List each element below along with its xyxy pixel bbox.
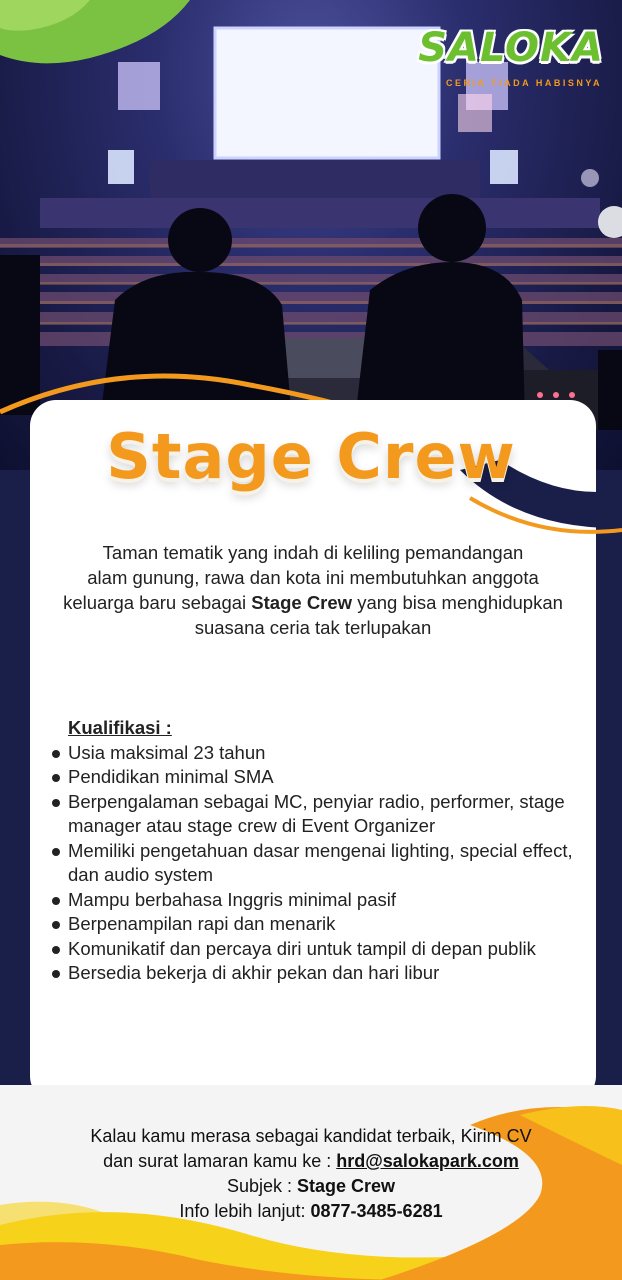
intro-line: suasana ceria tak terlupakan [194, 617, 432, 638]
logo-tagline: CERIA TIADA HABISNYA [445, 78, 602, 88]
footer-line: Info lebih lanjut: 0877-3485-6281 [179, 1201, 443, 1221]
footer-line: dan surat lamaran kamu ke : hrd@salokapark.com [103, 1151, 519, 1171]
qualification-item: Memiliki pengetahuan dasar mengenai lighting, special effect, dan audio system [48, 839, 588, 888]
phone-number[interactable]: 0877-3485-6281 [310, 1201, 443, 1221]
email-link[interactable]: hrd@salokapark.com [336, 1151, 519, 1171]
intro-line: Taman tematik yang indah di keliling pemandangan [102, 542, 524, 563]
intro-highlight: Stage Crew [251, 592, 353, 613]
intro-line: alam gunung, rawa dan kota ini membutuhkan anggota [87, 567, 539, 588]
intro-paragraph [30, 540, 596, 640]
subject-value: Stage Crew [297, 1176, 396, 1196]
qualification-item: Mampu berbahasa Inggris minimal pasif [48, 888, 588, 913]
qualification-item: Berpengalaman sebagai MC, penyiar radio, performer, stage manager atau stage crew di Event Organizer [48, 790, 588, 839]
qualifications-list [48, 741, 588, 986]
footer-contact [0, 1124, 622, 1224]
qualification-item: Pendidikan minimal SMA [48, 765, 588, 790]
job-title: Stage Crew [106, 420, 516, 493]
qualification-item: Usia maksimal 23 tahun [48, 741, 588, 766]
footer-line: Kalau kamu merasa sebagai kandidat terbaik, Kirim CV [90, 1126, 532, 1146]
logo-wordmark: SALOKA [418, 25, 604, 71]
qualification-item: Bersedia bekerja di akhir pekan dan hari libur [48, 961, 588, 986]
qualification-item: Berpenampilan rapi dan menarik [48, 912, 588, 937]
qualifications-heading: Kualifikasi : [68, 717, 172, 738]
qualifications-section [48, 716, 588, 986]
intro-line: keluarga baru sebagai Stage Crew yang bisa menghidupkan [63, 592, 563, 613]
qualification-item: Komunikatif dan percaya diri untuk tampil di depan publik [48, 937, 588, 962]
footer-line: Subjek : Stage Crew [226, 1176, 396, 1196]
saloka-logo [418, 18, 604, 98]
